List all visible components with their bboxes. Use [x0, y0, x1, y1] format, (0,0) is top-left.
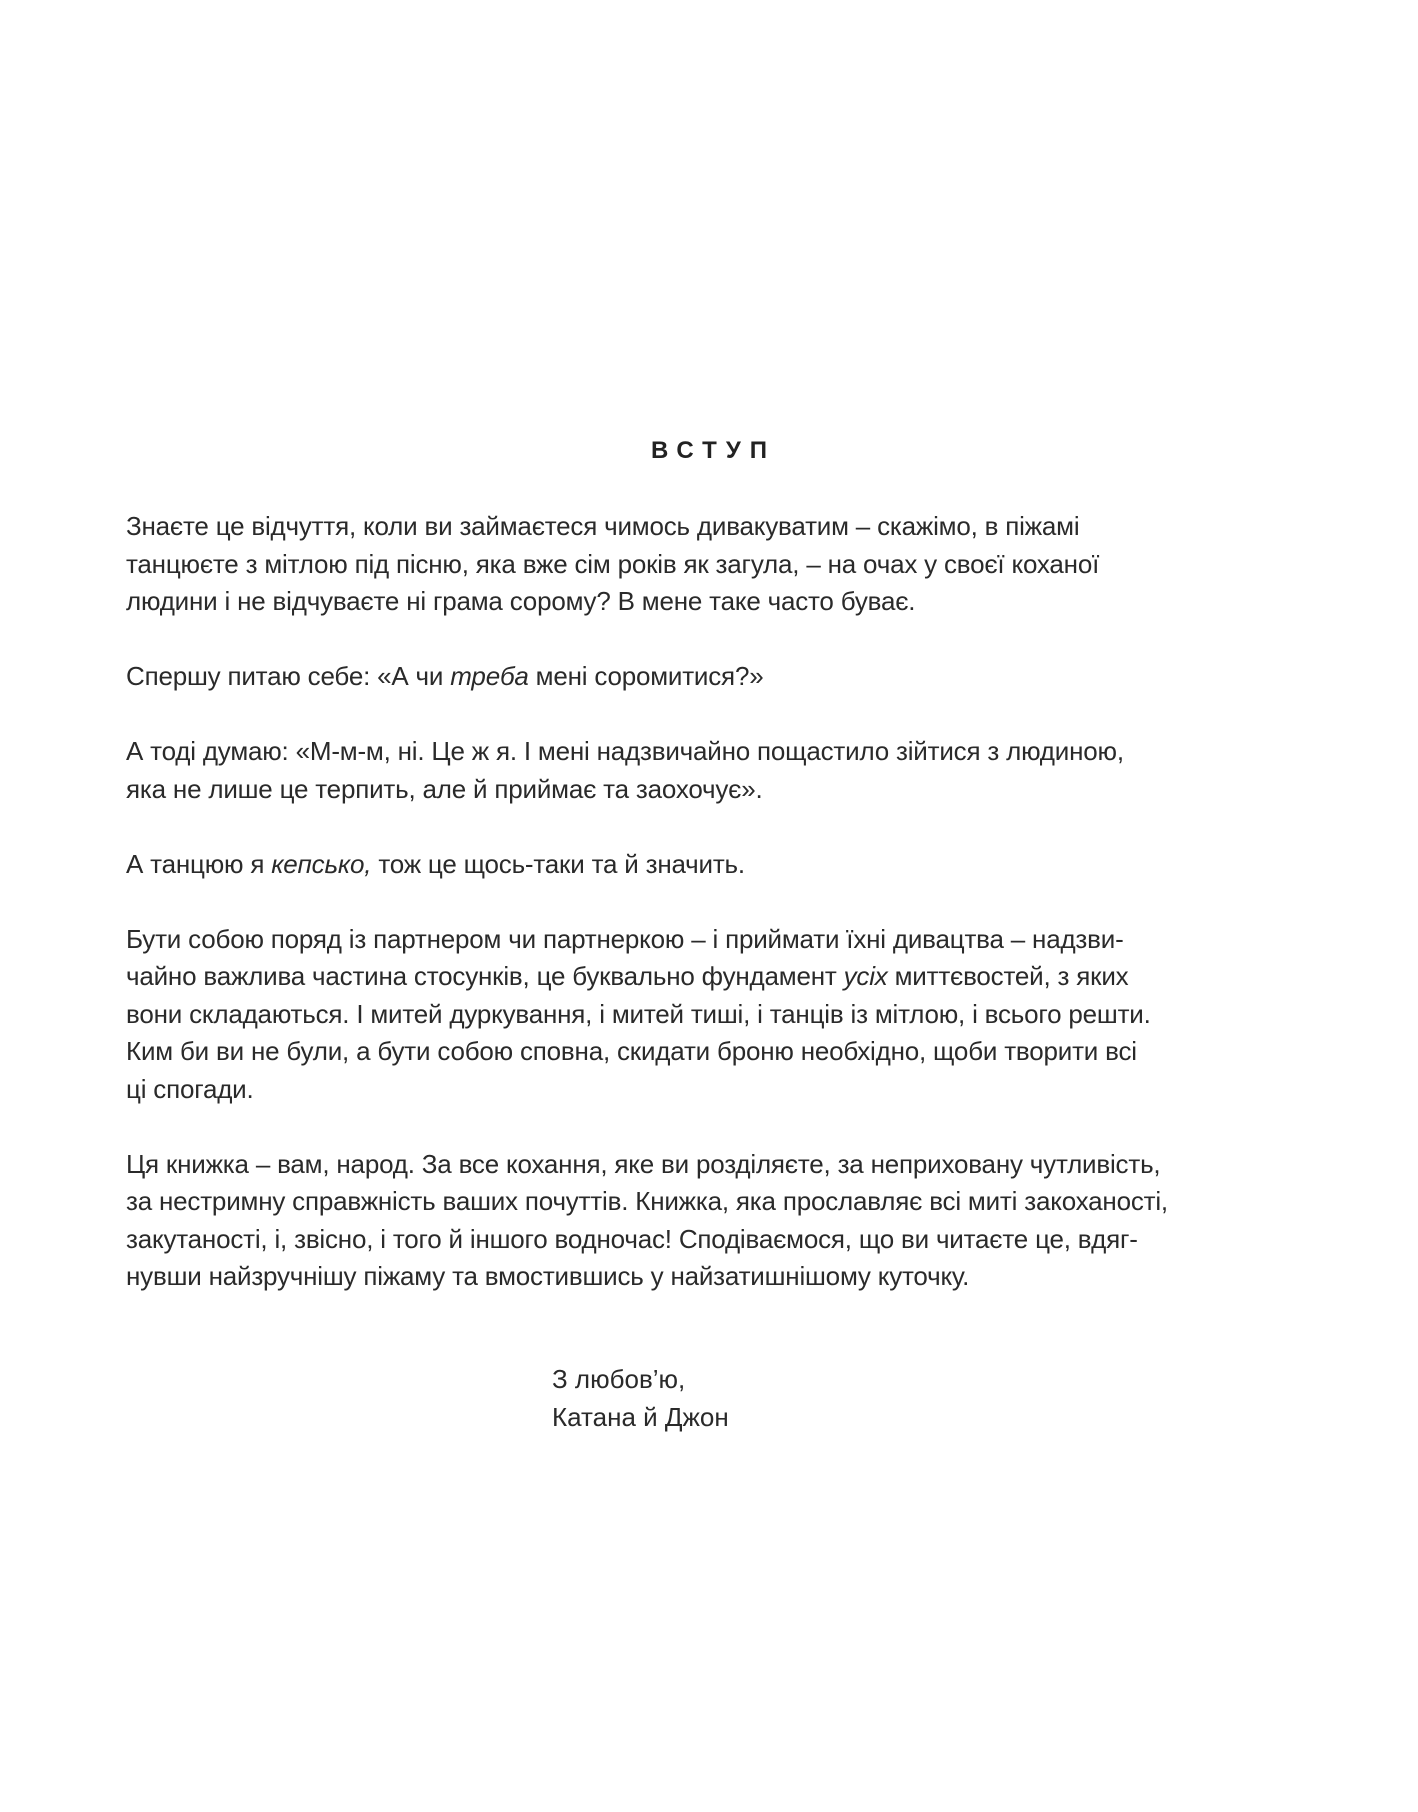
- text-line: Ким би ви не були, а бути собою сповна, скидати броню необхідно, щоби творити всі: [126, 1036, 1137, 1066]
- paragraph-6: [126, 1146, 1276, 1296]
- text-run: тож це щось-таки та й значить.: [371, 848, 745, 879]
- text-line: Ця книжка – вам, народ. За все кохання, яке ви розділяєте, за неприховану чутливість,: [126, 1148, 1161, 1179]
- chapter-title: ВСТУП: [651, 437, 776, 464]
- signature-authors: Катана й Джон: [552, 1401, 729, 1432]
- text-line: вони складаються. І митей дуркування, і митей тиші, і танців із мітлою, і всього решти.: [126, 998, 1151, 1029]
- signature-closing: З любов’ю,: [552, 1364, 686, 1394]
- text-line: ці спогади.: [126, 1073, 254, 1104]
- text-line: Знаєте це відчуття, коли ви займаєтеся чимось дивакуватим – скажімо, в піжамі: [126, 511, 1080, 541]
- signature: [552, 1361, 729, 1436]
- text-line: нувши найзручнішу піжаму та вмостившись у найзатишнішому куточку.: [126, 1261, 970, 1291]
- text-run: А танцюю я: [126, 848, 272, 879]
- paragraph-4: [126, 846, 1276, 884]
- italic-emphasis: усіх: [843, 961, 888, 991]
- italic-emphasis: кепсько,: [271, 848, 372, 879]
- text-line: А тоді думаю: «М-м-м, ні. Це ж я. І мені надзвичайно пощастило зійтися з людиною,: [126, 736, 1124, 766]
- text-line: за нестримну справжність ваших почуттів. Книжка, яка прославляє всі миті закоханості,: [126, 1186, 1168, 1216]
- text-line: людини і не відчуваєте ні грама сорому? В мене таке часто буває.: [126, 586, 916, 616]
- paragraph-3: [126, 733, 1276, 808]
- text-run: чайно важлива частина стосунків, це буквально фундамент: [126, 961, 844, 991]
- italic-emphasis: треба: [450, 661, 529, 691]
- text-run: мені соромитися?»: [528, 661, 764, 691]
- text-run: Спершу питаю себе: «А чи: [126, 661, 451, 691]
- paragraph-1: [126, 508, 1276, 621]
- text-line: яка не лише це терпить, але й приймає та заохочує».: [126, 773, 763, 804]
- paragraph-2: [126, 658, 1276, 696]
- text-line: Бути собою поряд із партнером чи партнеркою – і приймати їхні дивацтва – надзви-: [126, 923, 1124, 954]
- text-line: [126, 958, 1276, 996]
- text-line: танцюєте з мітлою під пісню, яка вже сім років як загула, – на очах у своєї коханої: [126, 548, 1100, 579]
- text-line: закутаності, і, звісно, і того й іншого водночас! Сподіваємося, що ви читаєте це, вдяг-: [126, 1223, 1138, 1254]
- intro-body: [126, 508, 1276, 1333]
- text-run: миттєвостей, з яких: [887, 961, 1129, 991]
- paragraph-5: [126, 921, 1276, 1109]
- text-line: [126, 846, 1276, 884]
- text-line: [126, 658, 1276, 696]
